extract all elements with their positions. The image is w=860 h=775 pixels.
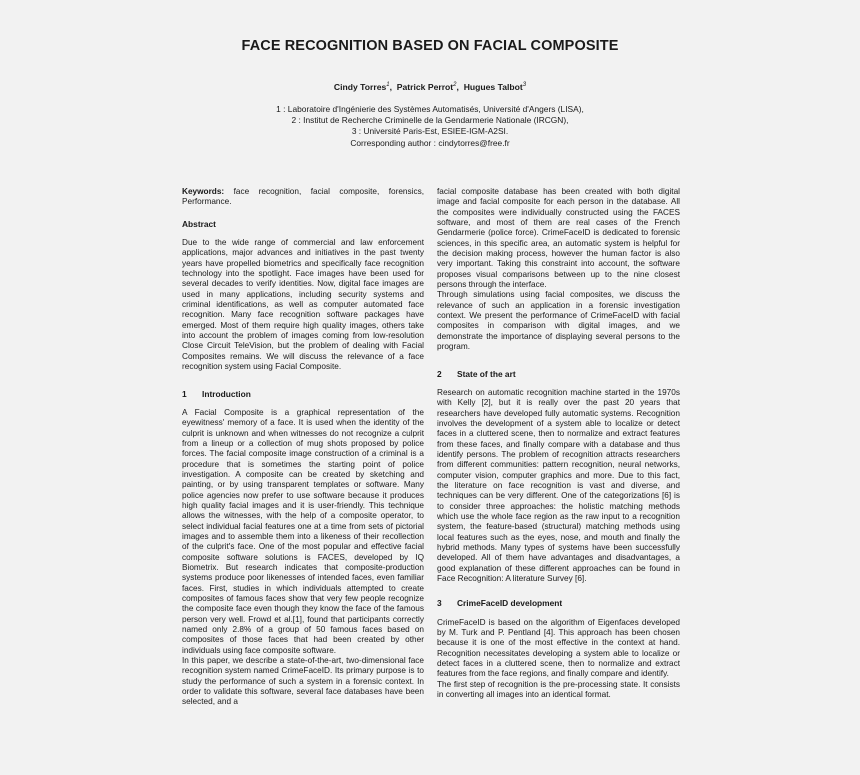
- crimefaceid-paragraph: The first step of recognition is the pre-processing state. It consists in converting all images into an identical format.: [437, 679, 680, 700]
- section-title: State of the art: [457, 368, 516, 379]
- corresponding-author: Corresponding author : cindytorres@free.fr: [350, 137, 510, 148]
- author-name: Patrick Perrot: [396, 82, 454, 92]
- author-sup: 3: [522, 82, 527, 89]
- abstract-text: Due to the wide range of commercial and law enforcement applications, major advances and initiatives in the past twenty years have propelled biometrics and specifically face recognition technology into the spotlight. Face images have been used for several decades to verify identities. Now, digital face images are used in many applications, including security systems and criminal identifications, as well as computer automated face recognition. Many face recognition software packages have emerged. Most of them require high quality images, others take into account the problem of images coming from low-resolution Close Circuit TeleVision, but the problem of dealing with Facial Composites remains. We will discuss the relevance of a face recognition system using Facial Composite.: [182, 238, 424, 372]
- intro-continued-paragraph: Through simulations using facial composites, we discuss the relevance of such an application in a forensic investigation context. We present the performance of CrimeFaceID with facial composites in comparison with digital images, and we demonstrate the importance of displaying several persons to the program.: [437, 290, 680, 352]
- paper-title: FACE RECOGNITION BASED ON FACIAL COMPOSITE: [241, 38, 619, 54]
- intro-continued-paragraph: facial composite database has been created with both digital image and facial composite for each person in the database. All the composites were individually constructed using the FACES software, and most of them are real cases of the French Gendarmerie (police force). CrimeFaceID is dedicated to forensic sciences, in this specific area, an automatic system is helpful for the decision making process, however the human factor is also very important. Taking this constraint into account, the software proposes visual comparisons between up to the nine closest persons through the interface.: [437, 187, 680, 290]
- keywords: [182, 187, 424, 208]
- affiliations: [0, 104, 860, 149]
- section-title: CrimeFaceID development: [457, 598, 563, 609]
- author-sup: 2: [453, 82, 457, 89]
- affiliation-line: 3 : Université Paris-Est, ESIEE-IGM-A2SI.: [351, 126, 509, 137]
- keywords-label: Keywords:: [182, 187, 225, 196]
- state-of-art-paragraph: Research on automatic recognition machine started in the 1970s with Kelly [2], but it is really over the past 20 years that researchers have developed fully automatic systems. Recognition involves the development of a system able to localize or detect faces in a cluttered scene, then to normalize and extract features from these faces, and finally compare with a database and thus identify persons. The problem of recognition attracts researchers from different communities: pattern recognition, neural networks, computer vision, computer graphics and more. Due to this fact, the literature on face recognition is vast and diverse, and techniques can be very different. One of the categorizations [6] is to consider three approaches: the holistic matching methods which use the whole face region as the raw input to a recognition system, the feature-based (structural) matching methods using local features such as the eyes, nose, and mouth and finally the hybrid methods. Many types of systems have been successfully developed. All of them have advantages and disadvantages, a good explanation of these different approaches can be found in Face Recognition: A literature Survey [6].: [437, 387, 680, 584]
- left-column: [182, 187, 424, 708]
- author-name: Cindy Torres: [333, 82, 387, 92]
- intro-paragraph: In this paper, we describe a state-of-the-art, two-dimensional face recognition system named CrimeFaceID. Its primary purpose is to study the performance of such a system in a forensic context. In order to validate this software, several face databases have been selected, and a: [182, 656, 424, 707]
- affiliation-line: 1 : Laboratoire d'Ingénierie des Systèmes Automatisés, Université d'Angers (LISA),: [276, 104, 584, 114]
- section-number: 3: [437, 598, 442, 609]
- intro-paragraph: A Facial Composite is a graphical representation of the eyewitness' memory of a face. It is used when the identity of the culprit is unknown and when witnesses do not recognize a culprit from a lineup or a collection of mug shots proposed by police forces. The facial composite image construction of a criminal is a procedure that is sometimes the starting point of police investigation. A composite can be created by sketching and painting, or by using transparent templates or software. Many police agencies now prefer to use software because it produces high quality facial images and it is user-friendly. This technique allows the witnesses, with the help of a composite operator, to select individual facial features one at a time from sets of pictorial images and to assemble them into a likeness of their recollection of the culprit's face. One of the most popular and effective facial composite software solutions is FACES, developed by IQ Biometrix. But research indicates that composite-production systems produce poor likenesses of intended faces, even familiar faces. First, studies in which individuals attempted to create composites of famous faces show that very few people recognize the composite face even though they know the face of the famous person very well. Frowd et al.[1], found that participants correctly named only 2.8% of a group of 50 famous faces based on composites of those faces that had been created by other individuals using face composite software.: [182, 407, 424, 655]
- section-title: Introduction: [202, 388, 251, 399]
- section-number: 2: [437, 368, 442, 379]
- section-heading-state-of-the-art: [437, 369, 680, 379]
- abstract-heading: Abstract: [182, 218, 216, 229]
- crimefaceid-paragraph: CrimeFaceID is based on the algorithm of Eigenfaces developed by M. Turk and P. Pentland [4]. This approach has been chosen because it is one of the most effective in the context at hand. Recognition necessitates developing a system able to localize or detect faces in a cluttered scene, then to normalize and extract features from the face regions, and finally compare and identify.: [437, 617, 680, 679]
- section-heading-crimefaceid: [437, 598, 680, 608]
- section-heading-introduction: [182, 389, 424, 399]
- keywords-text: face recognition, facial composite, forensics, Performance.: [182, 187, 424, 207]
- right-column: [437, 187, 680, 700]
- author-name: Hugues Talbot: [463, 82, 523, 92]
- section-number: 1: [182, 388, 187, 399]
- author-line: Cindy Torres$^1$, Patrick Perrot$^2$, Hugues Talbot$^3$: [333, 82, 527, 92]
- author-sup: 1: [386, 82, 390, 89]
- affiliation-line: 2 : Institut de Recherche Criminelle de la Gendarmerie Nationale (IRCGN),: [291, 115, 569, 126]
